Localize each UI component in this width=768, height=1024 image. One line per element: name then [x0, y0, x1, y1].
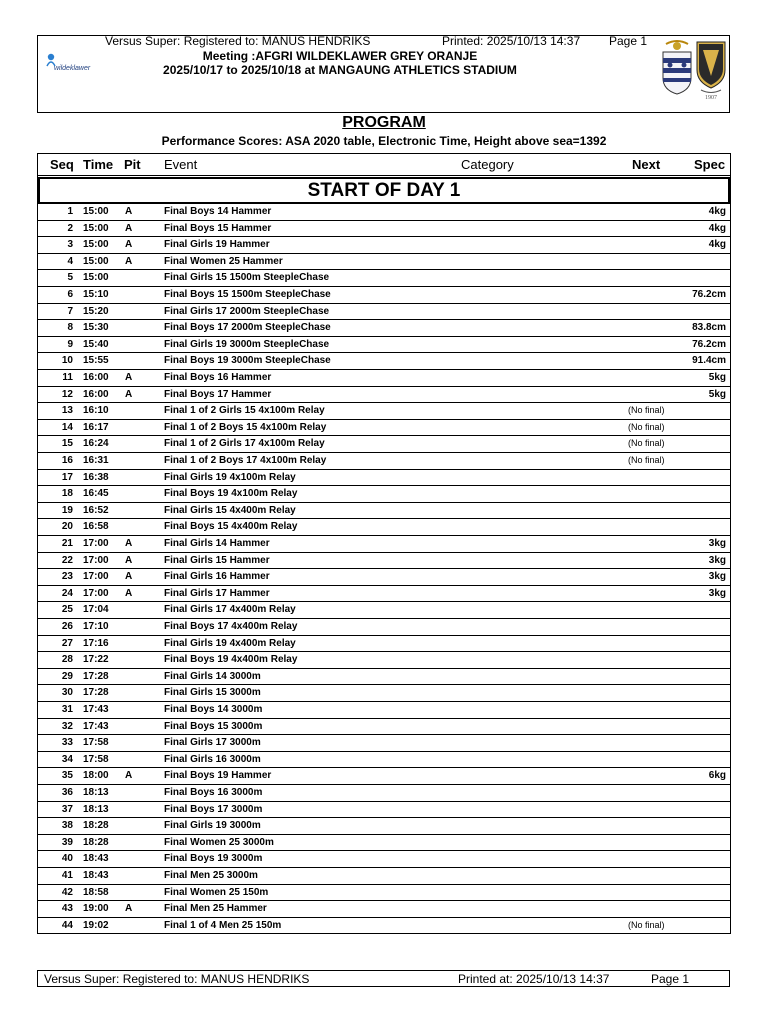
- footer-printed: Printed at: 2025/10/13 14:37: [458, 972, 610, 986]
- row-pit: A: [125, 587, 133, 599]
- row-time: 19:00: [83, 903, 109, 915]
- table-row: [37, 470, 731, 487]
- row-seq: 36: [61, 787, 73, 798]
- row-time: 17:22: [83, 654, 109, 666]
- row-time: 17:00: [83, 554, 109, 566]
- row-event: Final Boys 17 Hammer: [164, 388, 272, 400]
- row-seq: 33: [61, 737, 73, 749]
- row-event: Final Girls 19 3000m: [164, 820, 261, 832]
- table-row: [37, 685, 731, 702]
- row-time: 18:28: [83, 836, 109, 848]
- row-spec: 6kg: [708, 770, 726, 782]
- row-time: 16:45: [83, 488, 109, 500]
- header-divider: [37, 175, 731, 176]
- row-time: 18:13: [83, 803, 109, 815]
- row-seq: 8: [67, 322, 73, 334]
- row-time: 18:28: [83, 820, 109, 832]
- row-next: (No final): [628, 405, 665, 416]
- wildeklawer-logo: [46, 52, 106, 76]
- row-spec: 5kg: [708, 372, 726, 383]
- row-event: Final Girls 19 4x400m Relay: [164, 637, 296, 649]
- row-seq: 20: [61, 521, 73, 533]
- footer: [37, 970, 730, 987]
- row-seq: 9: [67, 338, 73, 350]
- row-event: Final Boys 19 3000m SteepleChase: [164, 355, 331, 367]
- row-seq: 43: [61, 903, 73, 915]
- row-event: Final Women 25 3000m: [164, 836, 274, 848]
- row-seq: 2: [67, 222, 73, 234]
- row-spec: 3kg: [708, 554, 726, 566]
- row-spec: 4kg: [708, 206, 726, 217]
- row-spec: 3kg: [708, 571, 726, 583]
- table-row: [37, 403, 731, 420]
- col-pit: Pit: [124, 157, 141, 172]
- row-seq: 13: [61, 405, 73, 417]
- row-pit: A: [125, 388, 133, 400]
- row-time: 15:00: [83, 272, 109, 284]
- row-event: Final Girls 15 4x400m Relay: [164, 504, 296, 516]
- row-time: 15:10: [83, 289, 109, 300]
- row-time: 15:00: [83, 239, 109, 251]
- row-time: 16:31: [83, 455, 109, 466]
- row-event: Final Boys 15 Hammer: [164, 222, 272, 234]
- table-row: [37, 918, 731, 935]
- row-seq: 26: [61, 621, 73, 632]
- footer-registration: Versus Super: Registered to: MANUS HENDRIKS: [44, 972, 310, 986]
- row-event: Final Boys 19 3000m: [164, 853, 263, 865]
- row-event: Final Boys 17 3000m: [164, 803, 263, 815]
- row-event: Final Girls 17 4x400m Relay: [164, 604, 296, 616]
- row-seq: 37: [61, 803, 73, 815]
- table-row: [37, 868, 731, 885]
- meeting-dates-venue: 2025/10/17 to 2025/10/18 at MANGAUNG ATHLETICS STADIUM: [163, 63, 517, 77]
- row-event: Final Boys 19 4x100m Relay: [164, 488, 298, 500]
- table-row: [37, 370, 731, 387]
- table-row: [37, 636, 731, 653]
- row-seq: 15: [61, 438, 73, 450]
- row-pit: A: [125, 538, 133, 549]
- row-seq: 16: [61, 455, 73, 466]
- row-pit: A: [125, 222, 133, 234]
- col-spec: Spec: [694, 157, 726, 172]
- row-seq: 1: [67, 206, 73, 217]
- row-time: 17:10: [83, 621, 109, 632]
- row-next: (No final): [628, 455, 665, 465]
- row-event: Final Girls 19 3000m SteepleChase: [164, 338, 330, 350]
- footer-page: Page 1: [651, 972, 690, 986]
- row-seq: 28: [61, 654, 73, 666]
- row-seq: 38: [61, 820, 73, 832]
- table-row: [37, 221, 731, 238]
- row-next: (No final): [628, 438, 665, 449]
- row-seq: 10: [61, 355, 73, 367]
- row-spec: 76.2cm: [692, 338, 726, 350]
- row-seq: 6: [67, 289, 73, 300]
- row-time: 17:16: [83, 637, 109, 649]
- header-registration: Versus Super: Registered to: MANUS HENDRIKS: [105, 34, 371, 48]
- row-event: Final Boys 15 4x400m Relay: [164, 521, 298, 533]
- row-event: Final Boys 19 Hammer: [164, 770, 272, 782]
- row-event: Final 1 of 4 Men 25 150m: [164, 919, 282, 931]
- row-seq: 35: [61, 770, 73, 782]
- row-time: 15:40: [83, 338, 109, 350]
- row-pit: A: [125, 372, 133, 383]
- row-seq: 40: [61, 853, 73, 865]
- table-row: [37, 702, 731, 719]
- page-title: PROGRAM: [342, 114, 426, 131]
- row-event: Final Girls 19 4x100m Relay: [164, 471, 296, 483]
- row-time: 17:43: [83, 704, 109, 715]
- table-row: [37, 503, 731, 520]
- col-seq: Seq: [50, 157, 74, 172]
- row-event: Final Women 25 Hammer: [164, 255, 283, 267]
- table-row: [37, 785, 731, 802]
- table-row: [37, 519, 731, 536]
- table-row: [37, 453, 731, 470]
- col-next: Next: [632, 157, 661, 172]
- row-seq: 39: [61, 836, 73, 848]
- row-event: Final Men 25 3000m: [164, 870, 258, 881]
- col-category: Category: [461, 157, 514, 172]
- table-row: [37, 669, 731, 686]
- row-event: Final Boys 14 Hammer: [164, 206, 272, 217]
- table-row: [37, 304, 731, 321]
- row-seq: 21: [61, 538, 73, 549]
- row-time: 17:00: [83, 587, 109, 599]
- table-row: [37, 553, 731, 570]
- row-event: Final Girls 14 3000m: [164, 670, 261, 682]
- row-event: Final Girls 19 Hammer: [164, 239, 270, 251]
- row-time: 17:58: [83, 753, 109, 765]
- row-event: Final 1 of 2 Girls 15 4x100m Relay: [164, 405, 325, 417]
- row-seq: 12: [61, 388, 73, 400]
- table-row: [37, 652, 731, 669]
- row-seq: 3: [67, 239, 73, 251]
- row-seq: 18: [61, 488, 73, 500]
- row-event: Final Girls 17 3000m: [164, 737, 261, 749]
- table-row: [37, 254, 731, 271]
- row-event: Final 1 of 2 Boys 17 4x100m Relay: [164, 455, 327, 466]
- row-seq: 17: [61, 471, 73, 483]
- row-event: Final Girls 15 1500m SteepleChase: [164, 272, 330, 284]
- row-time: 18:00: [83, 770, 109, 782]
- table-row: [37, 270, 731, 287]
- row-pit: A: [125, 770, 133, 782]
- row-seq: 41: [61, 870, 73, 881]
- header-page: Page 1: [609, 34, 648, 48]
- row-seq: 30: [61, 687, 73, 699]
- row-event: Final 1 of 2 Boys 15 4x100m Relay: [164, 421, 327, 433]
- table-row: [37, 901, 731, 918]
- row-seq: 24: [61, 587, 73, 599]
- table-row: [37, 719, 731, 736]
- row-seq: 23: [61, 571, 73, 583]
- row-event: Final Boys 17 4x400m Relay: [164, 621, 298, 632]
- row-spec: 4kg: [708, 222, 726, 234]
- row-time: 15:30: [83, 322, 109, 334]
- row-event: Final Men 25 Hammer: [164, 903, 267, 915]
- table-row: [37, 768, 731, 785]
- row-pit: A: [125, 255, 133, 267]
- row-event: Final Girls 15 3000m: [164, 687, 261, 699]
- row-event: Final Girls 16 3000m: [164, 753, 261, 765]
- row-next: (No final): [628, 421, 665, 432]
- row-time: 19:02: [83, 919, 109, 931]
- row-spec: 3kg: [708, 538, 726, 549]
- table-row: [37, 320, 731, 337]
- row-seq: 27: [61, 637, 73, 649]
- row-seq: 31: [61, 704, 73, 715]
- row-spec: 5kg: [708, 388, 726, 400]
- table-row: [37, 586, 731, 603]
- row-seq: 42: [61, 886, 73, 898]
- col-event: Event: [164, 157, 198, 172]
- row-seq: 14: [61, 421, 73, 433]
- table-row: [37, 752, 731, 769]
- row-event: Final Girls 16 Hammer: [164, 571, 270, 583]
- row-time: 18:43: [83, 870, 109, 881]
- row-time: 17:28: [83, 687, 109, 699]
- row-event: Final Boys 19 4x400m Relay: [164, 654, 298, 666]
- row-time: 16:00: [83, 372, 109, 383]
- table-row: [37, 835, 731, 852]
- row-time: 15:00: [83, 206, 109, 217]
- row-seq: 34: [61, 753, 73, 765]
- table-row: [37, 337, 731, 354]
- grey-college-crest-icon: [695, 38, 727, 100]
- row-time: 16:17: [83, 421, 109, 433]
- row-seq: 22: [61, 554, 73, 566]
- row-seq: 5: [67, 272, 73, 284]
- row-time: 16:38: [83, 471, 109, 483]
- row-event: Final Boys 14 3000m: [164, 704, 263, 715]
- row-pit: A: [125, 554, 133, 566]
- row-spec: 83.8cm: [692, 322, 726, 334]
- row-event: Final Boys 15 1500m SteepleChase: [164, 289, 331, 300]
- row-event: Final 1 of 2 Girls 17 4x100m Relay: [164, 438, 325, 450]
- row-time: 17:00: [83, 538, 109, 549]
- header-printed: Printed: 2025/10/13 14:37: [442, 34, 581, 48]
- row-time: 15:20: [83, 305, 109, 317]
- table-row: [37, 486, 731, 503]
- row-spec: 3kg: [708, 587, 726, 599]
- row-time: 18:43: [83, 853, 109, 865]
- table-row: [37, 536, 731, 553]
- logo-text: wildeklawer: [54, 65, 91, 72]
- row-event: Final Women 25 150m: [164, 886, 269, 898]
- table-row: [37, 387, 731, 404]
- row-time: 15:55: [83, 355, 109, 367]
- table-row: [37, 420, 731, 437]
- row-event: Final Boys 16 3000m: [164, 787, 263, 798]
- performance-scores-note: Performance Scores: ASA 2020 table, Electronic Time, Height above sea=1392: [161, 134, 607, 148]
- table-row: [37, 602, 731, 619]
- row-seq: 4: [67, 255, 73, 267]
- table-row: [37, 851, 731, 868]
- crest-year: 1907: [705, 95, 717, 100]
- row-event: Final Boys 16 Hammer: [164, 372, 272, 383]
- row-time: 16:24: [83, 438, 109, 450]
- row-event: Final Girls 15 Hammer: [164, 554, 270, 566]
- table-row: [37, 436, 731, 453]
- row-time: 18:58: [83, 886, 109, 898]
- meeting-name: Meeting :AFGRI WILDEKLAWER GREY ORANJE: [202, 49, 478, 63]
- row-pit: A: [125, 239, 133, 251]
- row-event: Final Boys 15 3000m: [164, 720, 263, 732]
- row-time: 16:10: [83, 405, 109, 417]
- row-seq: 7: [67, 305, 73, 317]
- table-row: [37, 885, 731, 902]
- table-row: [37, 735, 731, 752]
- row-pit: A: [125, 206, 133, 217]
- row-seq: 25: [61, 604, 73, 616]
- row-spec: 76.2cm: [692, 289, 726, 300]
- row-seq: 29: [61, 670, 73, 682]
- row-seq: 44: [61, 919, 73, 931]
- col-time: Time: [83, 157, 114, 172]
- row-next: (No final): [628, 919, 665, 930]
- row-event: Final Girls 17 2000m SteepleChase: [164, 305, 330, 317]
- row-pit: A: [125, 903, 133, 915]
- row-time: 17:43: [83, 720, 109, 732]
- row-seq: 19: [61, 504, 73, 516]
- row-event: Final Girls 14 Hammer: [164, 538, 270, 549]
- school-crest-icon: [660, 38, 694, 96]
- row-seq: 11: [62, 372, 73, 383]
- row-event: Final Boys 17 2000m SteepleChase: [164, 322, 331, 334]
- table-row: [37, 237, 731, 254]
- row-seq: 32: [61, 720, 73, 732]
- row-time: 15:00: [83, 222, 109, 234]
- row-time: 17:04: [83, 604, 109, 616]
- table-row: [37, 619, 731, 636]
- row-time: 17:00: [83, 571, 109, 583]
- row-time: 17:28: [83, 670, 109, 682]
- row-time: 17:58: [83, 737, 109, 749]
- row-event: Final Girls 17 Hammer: [164, 587, 270, 599]
- row-time: 15:00: [83, 255, 109, 267]
- row-pit: A: [125, 571, 133, 583]
- table-row: [37, 818, 731, 835]
- table-row: [37, 204, 731, 221]
- row-time: 16:00: [83, 388, 109, 400]
- day-title: START OF DAY 1: [38, 177, 730, 204]
- table-row: [37, 802, 731, 819]
- row-time: 16:58: [83, 521, 109, 533]
- row-time: 16:52: [83, 504, 109, 516]
- table-row: [37, 569, 731, 586]
- table-row: [37, 353, 731, 370]
- row-spec: 91.4cm: [692, 355, 726, 367]
- table-row: [37, 287, 731, 304]
- row-time: 18:13: [83, 787, 109, 798]
- row-spec: 4kg: [708, 239, 726, 251]
